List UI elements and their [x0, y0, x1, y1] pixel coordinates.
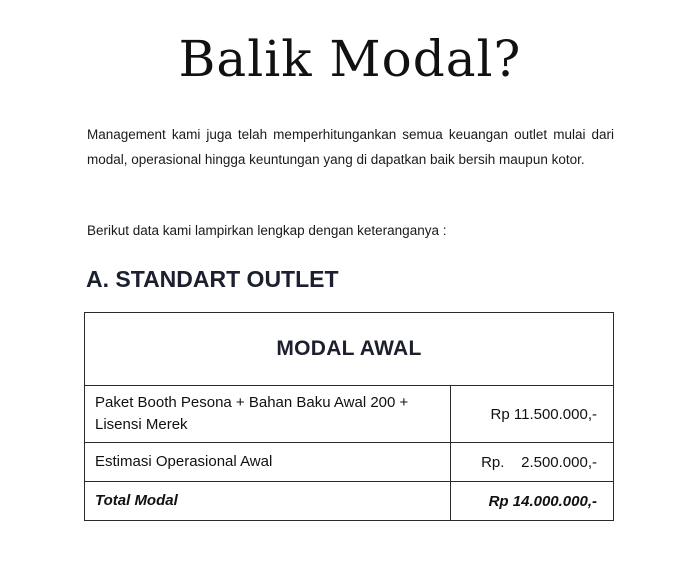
total-label: Total Modal: [85, 482, 451, 521]
table-row: [85, 386, 614, 443]
total-value: Rp 14.000.000,-: [451, 482, 614, 521]
intro-paragraph: Management kami juga telah memperhitungankan semua keuangan outlet mulai dari modal, operasional hingga keuntungan yang di dapatkan baik bersih maupun kotor.: [87, 127, 614, 167]
item-cell: Estimasi Operasional Awal: [85, 443, 451, 482]
section-heading: A. STANDART OUTLET: [86, 266, 339, 292]
item-cell: Paket Booth Pesona + Bahan Baku Awal 200 + Lisensi Merek: [85, 386, 451, 443]
attachment-note: Berikut data kami lampirkan lengkap dengan keteranganya :: [87, 223, 447, 238]
price-cell: Rp. 2.500.000,-: [451, 443, 614, 482]
modal-awal-table: [84, 312, 614, 521]
total-row: [85, 482, 614, 521]
price-cell: Rp 11.500.000,-: [451, 386, 614, 443]
page-title: Balik Modal?: [178, 30, 522, 88]
table-header-row: [85, 313, 614, 386]
table-row: [85, 443, 614, 482]
table-header: MODAL AWAL: [85, 313, 614, 386]
